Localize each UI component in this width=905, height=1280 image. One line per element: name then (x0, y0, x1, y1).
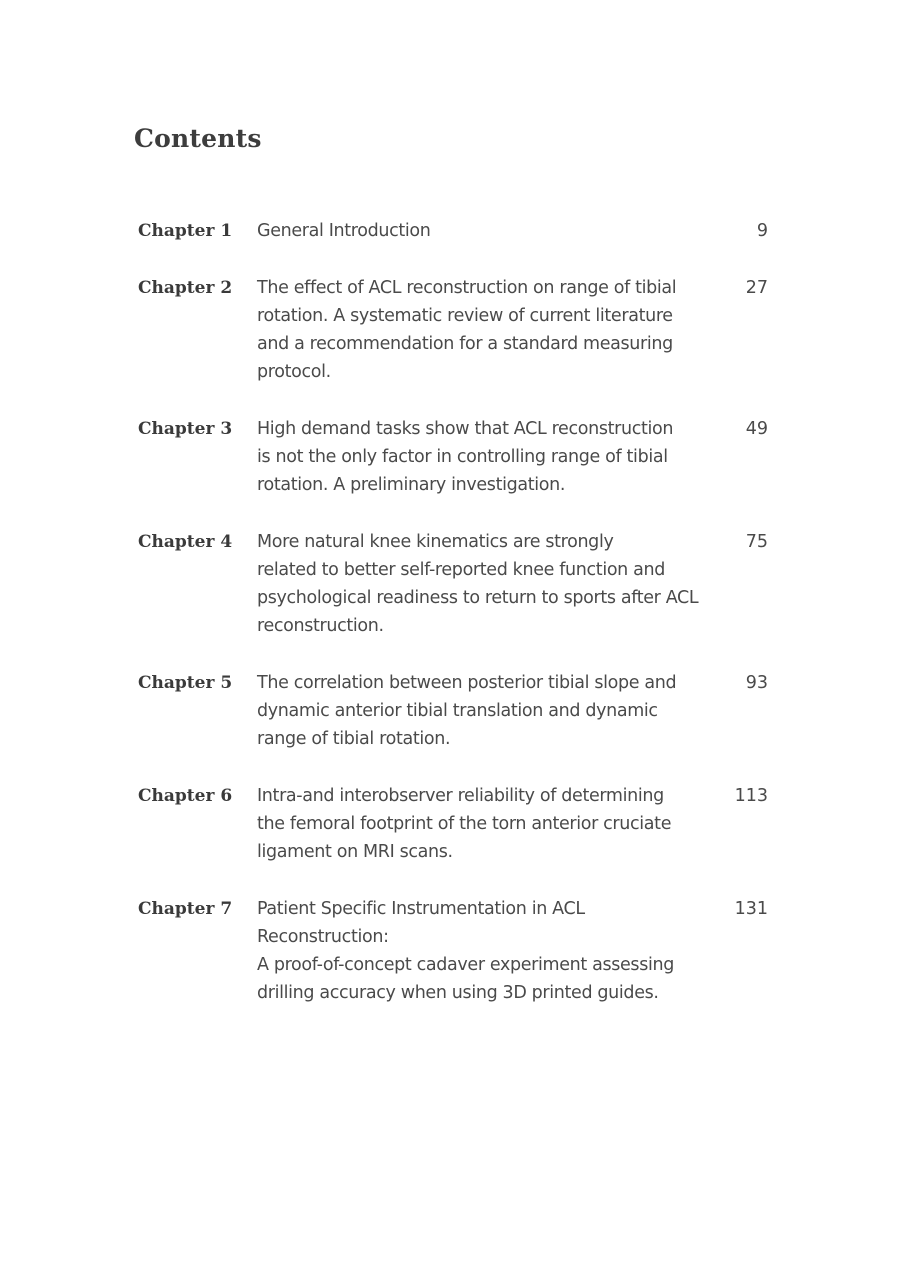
page-number: 75 (745, 532, 768, 552)
page-number: 93 (745, 673, 768, 693)
page-number: 27 (745, 278, 768, 298)
chapter-label: Chapter 3 (138, 419, 233, 439)
page-number: 49 (745, 419, 768, 439)
chapter-label: Chapter 2 (138, 278, 233, 298)
page-number: 113 (734, 786, 768, 806)
chapter-label: Chapter 4 (138, 532, 233, 552)
table-of-contents (138, 217, 768, 1036)
toc-entry-chapter-7[interactable] (138, 895, 768, 1007)
chapter-label: Chapter 1 (138, 221, 233, 241)
chapter-label: Chapter 5 (138, 673, 233, 693)
chapter-title: Intra-and interobserver reliability of determining the femoral footprint of the torn anterior cruciate ligament on MRI scans. (257, 786, 672, 862)
chapter-title: More natural knee kinematics are strongly related to better self-reported knee function and psychological readiness to return to sports after ACL reconstruction. (257, 532, 699, 636)
chapter-title: The effect of ACL reconstruction on range of tibial rotation. A systematic review of current literature and a recommendation for a standard measuring protocol. (257, 278, 677, 382)
toc-entry-chapter-6[interactable] (138, 782, 768, 866)
toc-entry-chapter-3[interactable] (138, 415, 768, 499)
page-number: 9 (756, 221, 768, 241)
chapter-title: The correlation between posterior tibial slope and dynamic anterior tibial translation and dynamic range of tibial rotation. (257, 673, 677, 749)
chapter-title: Patient Specific Instrumentation in ACL Reconstruction: A proof-of-concept cadaver experiment assessing drilling accuracy when using 3D printed guides. (257, 899, 674, 1003)
toc-entry-chapter-2[interactable] (138, 274, 768, 386)
chapter-label: Chapter 7 (138, 899, 233, 919)
page-title: Contents (134, 124, 262, 153)
toc-entry-chapter-1[interactable] (138, 217, 768, 245)
chapter-title: General Introduction (257, 221, 431, 241)
chapter-title: High demand tasks show that ACL reconstruction is not the only factor in controlling range of tibial rotation. A preliminary investigation. (257, 419, 674, 495)
toc-entry-chapter-5[interactable] (138, 669, 768, 753)
page-number: 131 (734, 899, 768, 919)
toc-entry-chapter-4[interactable] (138, 528, 768, 640)
chapter-label: Chapter 6 (138, 786, 233, 806)
